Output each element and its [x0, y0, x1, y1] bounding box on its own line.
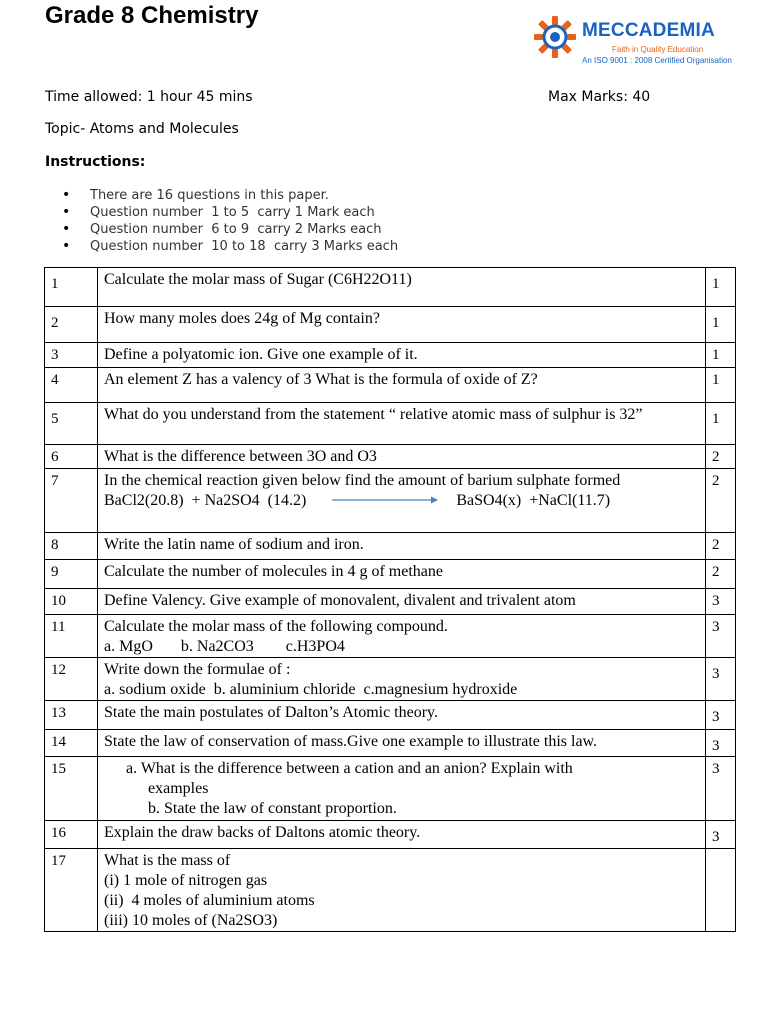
question-row: [45, 821, 736, 849]
question-number: 4: [45, 368, 98, 403]
question-line: What do you understand from the statement “ relative atomic mass of sulphur is 32”: [104, 406, 643, 423]
instructions-label: Instructions:: [45, 154, 146, 170]
question-line: Write the latin name of sodium and iron.: [104, 536, 364, 553]
question-text: [98, 469, 706, 533]
question-marks: 3: [706, 658, 736, 701]
question-row: [45, 469, 736, 533]
question-line: Explain the draw backs of Daltons atomic theory.: [104, 824, 421, 841]
question-line: Calculate the number of molecules in 4 g of methane: [104, 563, 443, 580]
question-number: 1: [45, 268, 98, 307]
question-number: 2: [45, 307, 98, 343]
question-row: [45, 307, 736, 343]
question-line: State the main postulates of Dalton’s Atomic theory.: [104, 704, 439, 721]
question-marks: 3: [706, 757, 736, 821]
question-number: 5: [45, 403, 98, 445]
question-text: [98, 701, 706, 730]
question-row: [45, 560, 736, 589]
question-number: 3: [45, 343, 98, 368]
question-line: (iii) 10 moles of (Na2SO3): [104, 912, 278, 929]
question-line: An element Z has a valency of 3 What is the formula of oxide of Z?: [104, 371, 538, 388]
question-row: [45, 343, 736, 368]
questions-table: [44, 267, 736, 932]
question-marks: 3: [706, 730, 736, 757]
question-marks: 2: [706, 445, 736, 469]
question-row: [45, 589, 736, 615]
question-marks: 1: [706, 343, 736, 368]
instruction-item: • Question number 6 to 9 carry 2 Marks each: [62, 221, 398, 238]
question-text: [98, 403, 706, 445]
question-row: [45, 403, 736, 445]
question-text: [98, 368, 706, 403]
logo-name: MECCADEMIA: [582, 20, 715, 41]
equation-products: BaSO4(x) +NaCl(11.7): [456, 492, 611, 509]
page-title: Grade 8 Chemistry: [45, 2, 259, 29]
question-marks: 1: [706, 368, 736, 403]
question-text: [98, 533, 706, 560]
question-line: What is the difference between 3O and O3: [104, 448, 377, 465]
question-line: State the law of conservation of mass.Give one example to illustrate this law.: [104, 733, 598, 750]
question-number: 10: [45, 589, 98, 615]
question-number: 12: [45, 658, 98, 701]
question-number: 17: [45, 849, 98, 932]
question-number: 9: [45, 560, 98, 589]
question-line: (ii) 4 moles of aluminium atoms: [104, 892, 315, 909]
question-text: [98, 307, 706, 343]
question-line: a. MgO b. Na2CO3 c.H3PO4: [104, 638, 345, 655]
question-line: Calculate the molar mass of Sugar (C6H22O11): [104, 271, 412, 288]
gear-logo-icon: [532, 14, 578, 60]
question-marks: 3: [706, 615, 736, 658]
question-text: [98, 658, 706, 701]
question-marks: 1: [706, 403, 736, 445]
question-text: [98, 730, 706, 757]
question-row: [45, 533, 736, 560]
question-subpart-a: a. What is the difference between a cation and an anion? Explain with: [126, 760, 573, 777]
question-subpart-a-continued: examples: [148, 780, 209, 797]
max-marks: Max Marks: 40: [548, 89, 651, 105]
question-line: What is the mass of: [104, 852, 231, 869]
question-text: [98, 445, 706, 469]
topic: Topic- Atoms and Molecules: [45, 121, 239, 137]
question-line: Calculate the molar mass of the following compound.: [104, 618, 448, 635]
instructions-list: [62, 187, 398, 255]
question-text: [98, 560, 706, 589]
question-line: Define Valency. Give example of monovalent, divalent and trivalent atom: [104, 592, 576, 609]
question-marks: 1: [706, 268, 736, 307]
logo-tagline: Faith in Quality Education: [612, 45, 704, 54]
chemical-equation: [104, 491, 699, 511]
question-row: [45, 757, 736, 821]
question-marks: 2: [706, 533, 736, 560]
question-row: [45, 701, 736, 730]
question-marks: 3: [706, 589, 736, 615]
question-row: [45, 849, 736, 932]
question-marks: 3: [706, 821, 736, 849]
question-text: [98, 589, 706, 615]
question-line: (i) 1 mole of nitrogen gas: [104, 872, 268, 889]
question-number: 8: [45, 533, 98, 560]
question-text: [98, 343, 706, 368]
question-number: 11: [45, 615, 98, 658]
question-line: a. sodium oxide b. aluminium chloride c.magnesium hydroxide: [104, 681, 518, 698]
question-line: Write down the formulae of :: [104, 661, 291, 678]
question-number: 13: [45, 701, 98, 730]
question-text: [98, 268, 706, 307]
question-row: [45, 730, 736, 757]
instruction-item: • There are 16 questions in this paper.: [62, 187, 398, 204]
time-allowed: Time allowed: 1 hour 45 mins: [45, 89, 253, 105]
question-marks: [706, 849, 736, 932]
instruction-item: • Question number 10 to 18 carry 3 Marks each: [62, 238, 398, 255]
question-marks: 1: [706, 307, 736, 343]
question-row: [45, 445, 736, 469]
question-row: [45, 615, 736, 658]
question-row: [45, 268, 736, 307]
question-text: [98, 821, 706, 849]
question-line: Define a polyatomic ion. Give one example of it.: [104, 346, 418, 363]
question-number: 15: [45, 757, 98, 821]
question-number: 7: [45, 469, 98, 533]
question-text: [98, 849, 706, 932]
question-number: 6: [45, 445, 98, 469]
equation-reactants: BaCl2(20.8) + Na2SO4 (14.2): [104, 492, 307, 509]
question-line: In the chemical reaction given below find the amount of barium sulphate formed: [104, 472, 621, 489]
question-row: [45, 368, 736, 403]
question-text: [98, 757, 706, 821]
question-line: How many moles does 24g of Mg contain?: [104, 310, 380, 327]
question-text: [98, 615, 706, 658]
question-number: 14: [45, 730, 98, 757]
question-subpart-b: b. State the law of constant proportion.: [148, 800, 397, 817]
logo-iso-text: An ISO 9001 : 2008 Certified Organisation: [582, 56, 732, 65]
meccademia-logo: [532, 14, 742, 70]
question-marks: 3: [706, 701, 736, 730]
question-marks: 2: [706, 469, 736, 533]
question-number: 16: [45, 821, 98, 849]
instruction-item: • Question number 1 to 5 carry 1 Mark each: [62, 204, 398, 221]
question-row: [45, 658, 736, 701]
question-marks: 2: [706, 560, 736, 589]
reaction-arrow-icon: [332, 491, 438, 511]
